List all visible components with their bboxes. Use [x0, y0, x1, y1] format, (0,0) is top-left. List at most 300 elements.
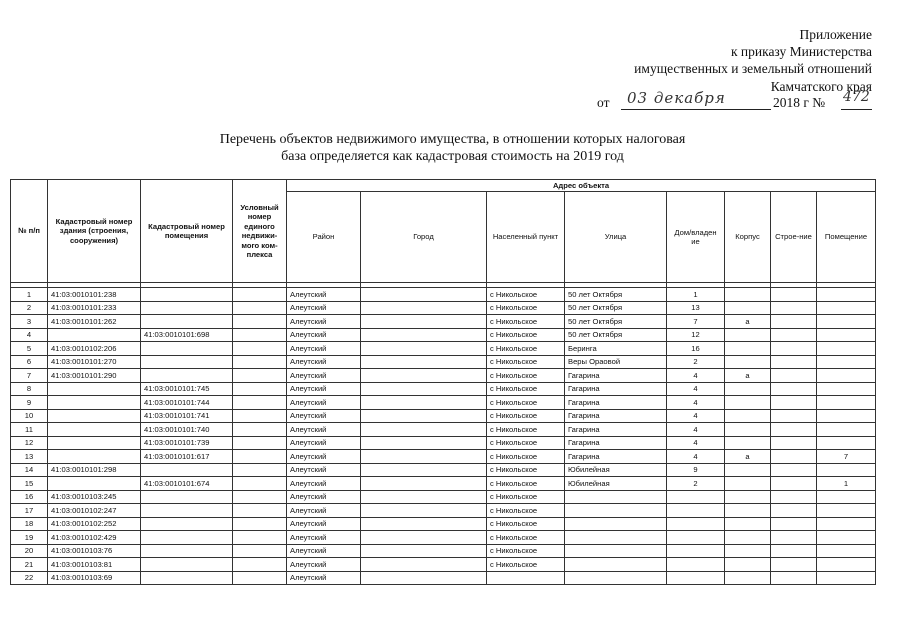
table-row	[11, 544, 876, 558]
cad-building-cell	[48, 382, 141, 396]
title-line: Перечень объектов недвижимого имущества, в отношении которых налоговая	[219, 132, 686, 147]
room-cell	[817, 531, 876, 545]
stroenie-cell	[771, 490, 817, 504]
cad-room-cell	[141, 315, 233, 329]
settlement-cell: с Никольское	[487, 288, 565, 302]
stroenie-cell	[771, 517, 817, 531]
house-cell	[667, 544, 725, 558]
house-cell: 4	[667, 450, 725, 464]
district-cell: Алеутский	[287, 288, 361, 302]
cad-building-cell: 41:03:0010101:270	[48, 355, 141, 369]
city-cell	[361, 490, 487, 504]
stroenie-cell	[771, 342, 817, 356]
row-number: 20	[11, 544, 48, 558]
conditional-cell	[233, 288, 287, 302]
house-cell	[667, 558, 725, 572]
district-cell: Алеутский	[287, 490, 361, 504]
street-cell: 50 лет Октября	[565, 328, 667, 342]
row-number: 12	[11, 436, 48, 450]
stroenie-cell	[771, 396, 817, 410]
table-row	[11, 477, 876, 491]
conditional-cell	[233, 396, 287, 410]
settlement-cell: с Никольское	[487, 531, 565, 545]
room-cell	[817, 342, 876, 356]
street-cell: 50 лет Октября	[565, 301, 667, 315]
korpus-cell	[725, 517, 771, 531]
city-cell	[361, 355, 487, 369]
street-cell	[565, 558, 667, 572]
annex-line: имущественных и земельный отношений	[634, 61, 872, 77]
settlement-cell: с Никольское	[487, 504, 565, 518]
table-body	[11, 288, 876, 585]
table-row	[11, 504, 876, 518]
cad-building-cell: 41:03:0010103:81	[48, 558, 141, 572]
city-cell	[361, 342, 487, 356]
stroenie-cell	[771, 423, 817, 437]
cad-room-cell: 41:03:0010101:741	[141, 409, 233, 423]
room-cell	[817, 328, 876, 342]
cad-room-cell	[141, 463, 233, 477]
stroenie-cell	[771, 544, 817, 558]
house-cell: 4	[667, 369, 725, 383]
district-cell: Алеутский	[287, 436, 361, 450]
stroenie-cell	[771, 463, 817, 477]
conditional-cell	[233, 531, 287, 545]
row-number: 2	[11, 301, 48, 315]
row-number: 11	[11, 423, 48, 437]
city-cell	[361, 328, 487, 342]
cad-building-cell: 41:03:0010102:206	[48, 342, 141, 356]
settlement-cell: с Никольское	[487, 342, 565, 356]
room-cell	[817, 301, 876, 315]
district-cell: Алеутский	[287, 450, 361, 464]
cad-building-cell: 41:03:0010102:252	[48, 517, 141, 531]
header-district: Район	[287, 192, 361, 283]
settlement-cell: с Никольское	[487, 301, 565, 315]
row-number: 13	[11, 450, 48, 464]
settlement-cell: с Никольское	[487, 450, 565, 464]
korpus-cell: а	[725, 450, 771, 464]
cad-room-cell	[141, 355, 233, 369]
district-cell: Алеутский	[287, 477, 361, 491]
room-cell	[817, 436, 876, 450]
district-cell: Алеутский	[287, 342, 361, 356]
city-cell	[361, 558, 487, 572]
stroenie-cell	[771, 477, 817, 491]
district-cell: Алеутский	[287, 504, 361, 518]
stroenie-cell	[771, 531, 817, 545]
room-cell	[817, 369, 876, 383]
row-number: 18	[11, 517, 48, 531]
header-street: Улица	[565, 192, 667, 283]
cad-building-cell	[48, 450, 141, 464]
row-number: 1	[11, 288, 48, 302]
year-label: 2018 г №	[773, 95, 826, 110]
stroenie-cell	[771, 382, 817, 396]
row-number: 6	[11, 355, 48, 369]
cad-room-cell: 41:03:0010101:745	[141, 382, 233, 396]
table-row	[11, 288, 876, 302]
district-cell: Алеутский	[287, 544, 361, 558]
room-cell	[817, 558, 876, 572]
house-cell	[667, 504, 725, 518]
korpus-cell	[725, 409, 771, 423]
cad-room-cell: 41:03:0010101:739	[141, 436, 233, 450]
cad-room-cell	[141, 544, 233, 558]
city-cell	[361, 477, 487, 491]
header-cad-room: Кадастровый номер помещения	[141, 180, 233, 283]
street-cell: 50 лет Октября	[565, 315, 667, 329]
table-row	[11, 342, 876, 356]
cad-room-cell: 41:03:0010101:617	[141, 450, 233, 464]
number-underline	[841, 109, 872, 110]
korpus-cell	[725, 436, 771, 450]
header-house: Дом/владен ие	[667, 192, 725, 283]
row-number: 19	[11, 531, 48, 545]
house-cell	[667, 571, 725, 585]
conditional-cell	[233, 382, 287, 396]
settlement-cell: с Никольское	[487, 328, 565, 342]
table-row	[11, 436, 876, 450]
room-cell: 7	[817, 450, 876, 464]
handwritten-number: 472	[843, 89, 870, 105]
row-number: 14	[11, 463, 48, 477]
room-cell	[817, 517, 876, 531]
header-conditional: Условный номер единого недвижи-мого ком-плекса	[233, 180, 287, 283]
cad-room-cell	[141, 571, 233, 585]
room-cell	[817, 355, 876, 369]
district-cell: Алеутский	[287, 328, 361, 342]
district-cell: Алеутский	[287, 301, 361, 315]
cad-room-cell	[141, 531, 233, 545]
header-num: № п/п	[11, 180, 48, 283]
row-number: 5	[11, 342, 48, 356]
korpus-cell	[725, 544, 771, 558]
district-cell: Алеутский	[287, 517, 361, 531]
cad-building-cell: 41:03:0010101:262	[48, 315, 141, 329]
house-cell: 12	[667, 328, 725, 342]
settlement-cell	[487, 571, 565, 585]
settlement-cell: с Никольское	[487, 382, 565, 396]
house-cell: 16	[667, 342, 725, 356]
cad-room-cell	[141, 490, 233, 504]
cad-room-cell	[141, 517, 233, 531]
street-cell	[565, 571, 667, 585]
city-cell	[361, 517, 487, 531]
document-title	[0, 131, 905, 165]
cad-room-cell	[141, 342, 233, 356]
room-cell	[817, 504, 876, 518]
stroenie-cell	[771, 355, 817, 369]
conditional-cell	[233, 558, 287, 572]
city-cell	[361, 288, 487, 302]
table-row	[11, 369, 876, 383]
table-row	[11, 450, 876, 464]
korpus-cell	[725, 423, 771, 437]
cad-room-cell: 41:03:0010101:698	[141, 328, 233, 342]
cad-building-cell: 41:03:0010101:238	[48, 288, 141, 302]
cad-building-cell: 41:03:0010101:290	[48, 369, 141, 383]
korpus-cell	[725, 490, 771, 504]
conditional-cell	[233, 436, 287, 450]
korpus-cell	[725, 558, 771, 572]
district-cell: Алеутский	[287, 315, 361, 329]
cad-building-cell: 41:03:0010103:245	[48, 490, 141, 504]
cad-building-cell	[48, 477, 141, 491]
room-cell	[817, 463, 876, 477]
stroenie-cell	[771, 450, 817, 464]
district-cell: Алеутский	[287, 558, 361, 572]
stroenie-cell	[771, 436, 817, 450]
korpus-cell	[725, 504, 771, 518]
korpus-cell	[725, 301, 771, 315]
cad-room-cell: 41:03:0010101:744	[141, 396, 233, 410]
header-settlement: Населенный пункт	[487, 192, 565, 283]
district-cell: Алеутский	[287, 369, 361, 383]
district-cell: Алеутский	[287, 409, 361, 423]
korpus-cell	[725, 571, 771, 585]
header-korpus: Корпус	[725, 192, 771, 283]
korpus-cell	[725, 342, 771, 356]
room-cell	[817, 396, 876, 410]
row-number: 10	[11, 409, 48, 423]
table-row	[11, 558, 876, 572]
street-cell: Веры Ораовой	[565, 355, 667, 369]
settlement-cell: с Никольское	[487, 436, 565, 450]
district-cell: Алеутский	[287, 382, 361, 396]
stroenie-cell	[771, 571, 817, 585]
conditional-cell	[233, 450, 287, 464]
handwritten-date: 03 декабря	[627, 89, 726, 107]
conditional-cell	[233, 328, 287, 342]
house-cell	[667, 490, 725, 504]
cad-building-cell	[48, 409, 141, 423]
room-cell: 1	[817, 477, 876, 491]
cad-room-cell: 41:03:0010101:674	[141, 477, 233, 491]
house-cell: 1	[667, 288, 725, 302]
conditional-cell	[233, 423, 287, 437]
row-number: 22	[11, 571, 48, 585]
stroenie-cell	[771, 409, 817, 423]
cad-room-cell	[141, 301, 233, 315]
table-row	[11, 315, 876, 329]
street-cell	[565, 544, 667, 558]
street-cell: 50 лет Октября	[565, 288, 667, 302]
house-cell: 4	[667, 396, 725, 410]
table-row	[11, 382, 876, 396]
conditional-cell	[233, 504, 287, 518]
city-cell	[361, 409, 487, 423]
city-cell	[361, 315, 487, 329]
street-cell	[565, 531, 667, 545]
house-cell: 2	[667, 355, 725, 369]
street-cell: Гагарина	[565, 450, 667, 464]
conditional-cell	[233, 477, 287, 491]
settlement-cell: с Никольское	[487, 544, 565, 558]
table-row	[11, 301, 876, 315]
row-number: 9	[11, 396, 48, 410]
row-number: 8	[11, 382, 48, 396]
street-cell: Гагарина	[565, 396, 667, 410]
district-cell: Алеутский	[287, 531, 361, 545]
annex-line: Камчатского края	[770, 78, 872, 94]
conditional-cell	[233, 517, 287, 531]
room-cell	[817, 382, 876, 396]
district-cell: Алеутский	[287, 423, 361, 437]
room-cell	[817, 490, 876, 504]
conditional-cell	[233, 571, 287, 585]
cad-building-cell: 41:03:0010102:247	[48, 504, 141, 518]
street-cell: Беринга	[565, 342, 667, 356]
house-cell: 13	[667, 301, 725, 315]
city-cell	[361, 369, 487, 383]
header-city: Город	[361, 192, 487, 283]
settlement-cell: с Никольское	[487, 517, 565, 531]
city-cell	[361, 504, 487, 518]
header-stroenie: Строе-ние	[771, 192, 817, 283]
street-cell	[565, 517, 667, 531]
table-row	[11, 355, 876, 369]
korpus-cell	[725, 328, 771, 342]
stroenie-cell	[771, 328, 817, 342]
korpus-cell	[725, 477, 771, 491]
korpus-cell	[725, 463, 771, 477]
house-cell	[667, 517, 725, 531]
street-cell: Гагарина	[565, 436, 667, 450]
cad-building-cell	[48, 328, 141, 342]
conditional-cell	[233, 490, 287, 504]
settlement-cell: с Никольское	[487, 409, 565, 423]
district-cell: Алеутский	[287, 463, 361, 477]
city-cell	[361, 544, 487, 558]
district-cell: Алеутский	[287, 571, 361, 585]
conditional-cell	[233, 355, 287, 369]
city-cell	[361, 382, 487, 396]
ot-label: от	[597, 95, 610, 110]
district-cell: Алеутский	[287, 396, 361, 410]
room-cell	[817, 315, 876, 329]
city-cell	[361, 423, 487, 437]
conditional-cell	[233, 369, 287, 383]
stroenie-cell	[771, 558, 817, 572]
city-cell	[361, 450, 487, 464]
property-table	[10, 179, 876, 585]
room-cell	[817, 423, 876, 437]
table-row	[11, 517, 876, 531]
settlement-cell: с Никольское	[487, 477, 565, 491]
stroenie-cell	[771, 315, 817, 329]
conditional-cell	[233, 409, 287, 423]
conditional-cell	[233, 315, 287, 329]
settlement-cell: с Никольское	[487, 490, 565, 504]
title-line: база определяется как кадастровая стоимость на 2019 год	[281, 149, 624, 164]
room-cell	[817, 288, 876, 302]
annex-line: к приказу Министерства	[730, 44, 872, 60]
row-number: 17	[11, 504, 48, 518]
table-row	[11, 531, 876, 545]
settlement-cell: с Никольское	[487, 423, 565, 437]
stroenie-cell	[771, 288, 817, 302]
row-number: 16	[11, 490, 48, 504]
street-cell	[565, 504, 667, 518]
cad-room-cell	[141, 288, 233, 302]
settlement-cell: с Никольское	[487, 315, 565, 329]
room-cell	[817, 409, 876, 423]
stroenie-cell	[771, 504, 817, 518]
house-cell: 9	[667, 463, 725, 477]
city-cell	[361, 463, 487, 477]
cad-room-cell: 41:03:0010101:740	[141, 423, 233, 437]
street-cell: Гагарина	[565, 369, 667, 383]
row-number: 3	[11, 315, 48, 329]
street-cell: Гагарина	[565, 382, 667, 396]
korpus-cell: а	[725, 369, 771, 383]
cad-building-cell	[48, 396, 141, 410]
header-room: Помещение	[817, 192, 876, 283]
city-cell	[361, 396, 487, 410]
room-cell	[817, 544, 876, 558]
row-number: 21	[11, 558, 48, 572]
korpus-cell	[725, 288, 771, 302]
settlement-cell: с Никольское	[487, 369, 565, 383]
house-cell: 4	[667, 382, 725, 396]
city-cell	[361, 301, 487, 315]
house-cell: 2	[667, 477, 725, 491]
street-cell: Гагарина	[565, 423, 667, 437]
room-cell	[817, 571, 876, 585]
cad-room-cell	[141, 504, 233, 518]
street-cell: Гагарина	[565, 409, 667, 423]
annex-block	[597, 26, 872, 110]
house-cell: 7	[667, 315, 725, 329]
row-number: 4	[11, 328, 48, 342]
city-cell	[361, 531, 487, 545]
street-cell	[565, 490, 667, 504]
table-row	[11, 463, 876, 477]
table-row	[11, 490, 876, 504]
settlement-cell: с Никольское	[487, 396, 565, 410]
conditional-cell	[233, 342, 287, 356]
house-cell: 4	[667, 436, 725, 450]
korpus-cell	[725, 382, 771, 396]
street-cell: Юбилейная	[565, 477, 667, 491]
stroenie-cell	[771, 369, 817, 383]
district-cell: Алеутский	[287, 355, 361, 369]
header-cad-building: Кадастровый номер здания (строения, сооружения)	[48, 180, 141, 283]
conditional-cell	[233, 544, 287, 558]
settlement-cell: с Никольское	[487, 355, 565, 369]
city-cell	[361, 436, 487, 450]
signature-line	[597, 89, 872, 112]
row-number: 15	[11, 477, 48, 491]
house-cell: 4	[667, 423, 725, 437]
table-row	[11, 409, 876, 423]
cad-building-cell: 41:03:0010101:233	[48, 301, 141, 315]
street-cell: Юбилейная	[565, 463, 667, 477]
cad-building-cell: 41:03:0010103:69	[48, 571, 141, 585]
korpus-cell	[725, 396, 771, 410]
house-cell	[667, 531, 725, 545]
table-row	[11, 423, 876, 437]
conditional-cell	[233, 301, 287, 315]
settlement-cell: с Никольское	[487, 463, 565, 477]
cad-building-cell: 41:03:0010102:429	[48, 531, 141, 545]
table-row	[11, 328, 876, 342]
header-address: Адрес объекта	[287, 180, 876, 192]
settlement-cell: с Никольское	[487, 558, 565, 572]
table-row	[11, 396, 876, 410]
conditional-cell	[233, 463, 287, 477]
